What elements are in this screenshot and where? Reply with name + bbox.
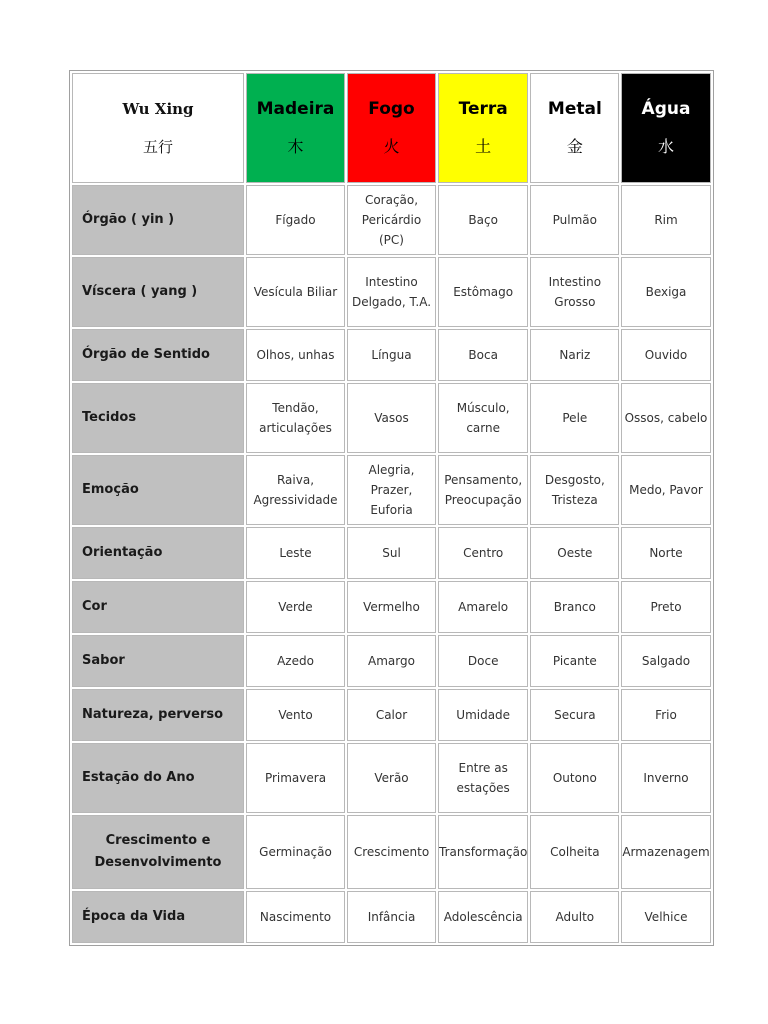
table-cell: Nariz [530,329,619,381]
table-cell: Medo, Pavor [621,455,710,525]
table-cell: Bexiga [621,257,710,327]
table-cell: Velhice [621,891,710,943]
table-cell: Amargo [347,635,436,687]
element-header-madeira [246,73,345,183]
table-cell: Umidade [438,689,528,741]
table-cell: Centro [438,527,528,579]
table-cell: Adulto [530,891,619,943]
element-header-metal [530,73,619,183]
table-cell: Coração, Pericárdio (PC) [347,185,436,255]
table-cell: Ouvido [621,329,710,381]
table-cell: Picante [530,635,619,687]
row-label: Sabor [72,635,244,687]
table-row [72,743,711,813]
table-cell: Infância [347,891,436,943]
table-cell: Salgado [621,635,710,687]
element-character: 金 [566,137,583,156]
row-label: Cor [72,581,244,633]
table-row [72,815,711,889]
table-cell: Pele [530,383,619,453]
element-name: Madeira [256,99,335,119]
row-label: Emoção [72,455,244,525]
table-cell: Frio [621,689,710,741]
table-cell: Verão [347,743,436,813]
row-label: Crescimento e Desenvolvimento [72,815,244,889]
table-body [72,185,711,943]
table-cell: Baço [438,185,528,255]
table-title-cell [72,73,244,183]
table-cell: Desgosto, Tristeza [530,455,619,525]
table-row [72,329,711,381]
table-cell: Boca [438,329,528,381]
table-cell: Nascimento [246,891,345,943]
table-row [72,635,711,687]
element-header-terra [438,73,528,183]
row-label: Víscera ( yang ) [72,257,244,327]
table-cell: Vesícula Biliar [246,257,345,327]
table-cell: Primavera [246,743,345,813]
element-name: Fogo [368,99,415,119]
table-cell: Alegria, Prazer, Euforia [347,455,436,525]
row-label: Órgão de Sentido [72,329,244,381]
element-header-agua [621,73,710,183]
table-cell: Língua [347,329,436,381]
table-row [72,689,711,741]
table-cell: Ossos, cabelo [621,383,710,453]
table-row [72,527,711,579]
table-cell: Crescimento [347,815,436,889]
table-cell: Raiva, Agressividade [246,455,345,525]
table-title-latin: Wu Xing [122,100,194,118]
table-row [72,383,711,453]
row-label: Tecidos [72,383,244,453]
table-cell: Rim [621,185,710,255]
row-label: Órgão ( yin ) [72,185,244,255]
row-label: Orientação [72,527,244,579]
table-cell: Verde [246,581,345,633]
table-cell: Outono [530,743,619,813]
table-cell: Pulmão [530,185,619,255]
table-row [72,455,711,525]
table-cell: Azedo [246,635,345,687]
element-character: 水 [657,137,674,156]
table-cell: Colheita [530,815,619,889]
table-row [72,257,711,327]
table-cell: Entre as estações [438,743,528,813]
element-header-fogo [347,73,436,183]
element-character: 木 [287,137,304,156]
table-cell: Transformação [438,815,528,889]
table-cell: Olhos, unhas [246,329,345,381]
table-cell: Sul [347,527,436,579]
table-cell: Calor [347,689,436,741]
table-cell: Fígado [246,185,345,255]
table-title-chinese: 五行 [142,138,173,156]
element-name: Terra [458,99,508,119]
table-cell: Norte [621,527,710,579]
table-cell: Secura [530,689,619,741]
element-name: Água [641,99,691,119]
table-cell: Armazenagem [621,815,710,889]
table-cell: Pensamento, Preocupação [438,455,528,525]
element-character: 土 [475,137,492,156]
table-cell: Estômago [438,257,528,327]
table-cell: Oeste [530,527,619,579]
table-row [72,891,711,943]
table-row [72,185,711,255]
table-cell: Vasos [347,383,436,453]
table-cell: Leste [246,527,345,579]
table-row [72,581,711,633]
table-cell: Intestino Grosso [530,257,619,327]
row-label: Época da Vida [72,891,244,943]
table-cell: Vento [246,689,345,741]
element-character: 火 [383,137,400,156]
element-name: Metal [547,99,602,119]
table-cell: Inverno [621,743,710,813]
header-row [72,73,711,183]
table-cell: Músculo, carne [438,383,528,453]
table-cell: Preto [621,581,710,633]
table-cell: Amarelo [438,581,528,633]
table-cell: Branco [530,581,619,633]
table-cell: Tendão, articulações [246,383,345,453]
table-cell: Vermelho [347,581,436,633]
row-label: Estação do Ano [72,743,244,813]
row-label: Natureza, perverso [72,689,244,741]
table-cell: Intestino Delgado, T.A. [347,257,436,327]
table-cell: Adolescência [438,891,528,943]
wu-xing-table [69,70,714,946]
table-cell: Doce [438,635,528,687]
table-cell: Germinação [246,815,345,889]
